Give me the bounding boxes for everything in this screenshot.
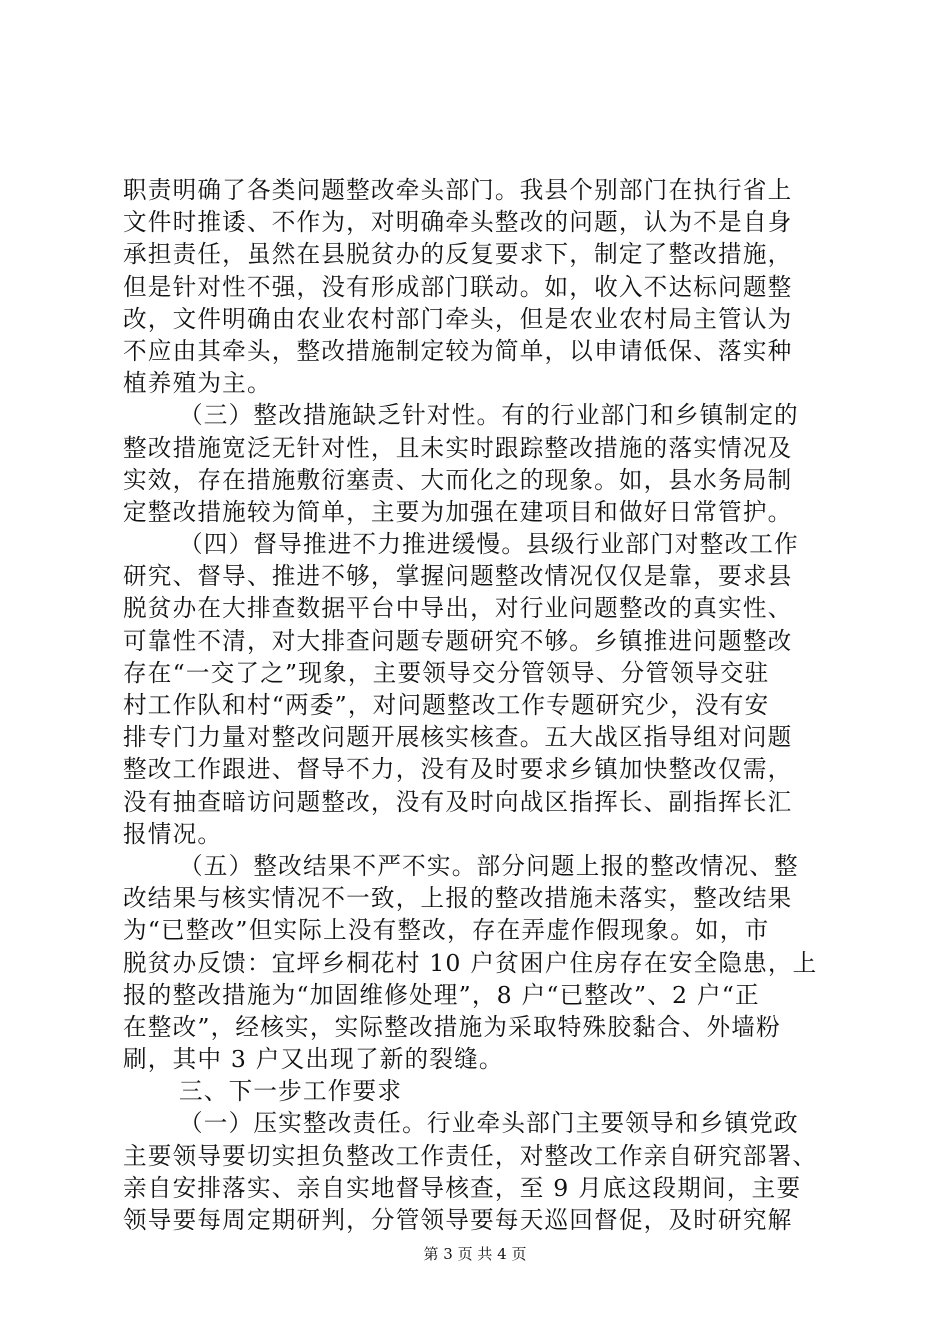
text-line: 可靠性不清，对大排查问题专题研究不够。乡镇推进问题整改 <box>123 626 793 655</box>
text-line: 刷，其中 3 户又出现了新的裂缝。 <box>123 1045 504 1074</box>
text-line: （四）督导推进不力推进缓慢。县级行业部门对整改工作 <box>179 530 799 559</box>
text-line: 报情况。 <box>123 819 223 848</box>
text-line: （一）压实整改责任。行业牵头部门主要领导和乡镇党政 <box>179 1109 799 1138</box>
text-line: 承担责任，虽然在县脱贫办的反复要求下，制定了整改措施， <box>123 240 793 269</box>
text-line: 为“已整改”但实际上没有整改，存在弄虚作假现象。如，市 <box>123 916 770 945</box>
text-line: 职责明确了各类问题整改牵头部门。我县个别部门在执行省上 <box>123 176 793 204</box>
text-line: 定整改措施较为简单，主要为加强在建项目和做好日常管护。 <box>123 497 793 526</box>
text-line: （五）整改结果不严不实。部分问题上报的整改情况、整 <box>179 851 799 880</box>
text-line: 没有抽查暗访问题整改，没有及时向战区指挥长、副指挥长汇 <box>123 787 793 816</box>
text-line: 脱贫办反馈：宜坪乡桐花村 10 户贫困户住房存在安全隐患，上 <box>123 948 818 977</box>
text-line: 存在“一交了之”现象，主要领导交分管领导、分管领导交驻 <box>123 658 770 687</box>
body-text <box>123 174 838 1236</box>
text-line: 排专门力量对整改问题开展核实核查。五大战区指导组对问题 <box>123 723 793 752</box>
text-line: 在整改”，经核实，实际整改措施为采取特殊胶黏合、外墙粉 <box>123 1012 781 1041</box>
text-line: 报的整改措施为“加固维修处理”，8 户“已整改”、2 户“正 <box>123 980 760 1009</box>
text-line: 实效，存在措施敷衍塞责、大而化之的现象。如，县水务局制 <box>123 465 793 494</box>
text-line: 整改措施宽泛无针对性，且未实时跟踪整改措施的落实情况及 <box>123 433 793 462</box>
page-footer: 第 3 页 共 4 页 <box>423 1245 527 1263</box>
text-line: 文件时推诿、不作为，对明确牵头整改的问题，认为不是自身 <box>123 208 793 237</box>
text-line: 领导要每周定期研判，分管领导要每天巡回督促，及时研究解 <box>123 1206 793 1234</box>
text-line: 不应由其牵头，整改措施制定较为简单，以申请低保、落实种 <box>123 336 793 365</box>
text-line: 植养殖为主。 <box>123 369 272 398</box>
text-line: 三、下一步工作要求 <box>179 1077 403 1106</box>
text-line: 主要领导要切实担负整改工作责任，对整改工作亲自研究部署、 <box>123 1141 818 1170</box>
text-line: 改，文件明确由农业农村部门牵头，但是农业农村局主管认为 <box>123 304 793 333</box>
text-line: 亲自安排落实、亲自实地督导核查，至 9 月底这段期间，主要 <box>123 1173 802 1202</box>
text-line: （三）整改措施缺乏针对性。有的行业部门和乡镇制定的 <box>179 401 799 430</box>
text-line: 整改工作跟进、督导不力，没有及时要求乡镇加快整改仅需， <box>123 755 793 784</box>
text-line: 村工作队和村“两委”，对问题整改工作专题研究少，没有安 <box>123 691 770 719</box>
text-line: 研究、督导、推进不够，掌握问题整改情况仅仅是靠，要求县 <box>123 562 793 591</box>
text-line: 脱贫办在大排查数据平台中导出，对行业问题整改的真实性、 <box>123 594 793 623</box>
text-line: 但是针对性不强，没有形成部门联动。如，收入不达标问题整 <box>123 272 793 301</box>
text-line: 改结果与核实情况不一致，上报的整改措施未落实，整改结果 <box>123 884 793 913</box>
